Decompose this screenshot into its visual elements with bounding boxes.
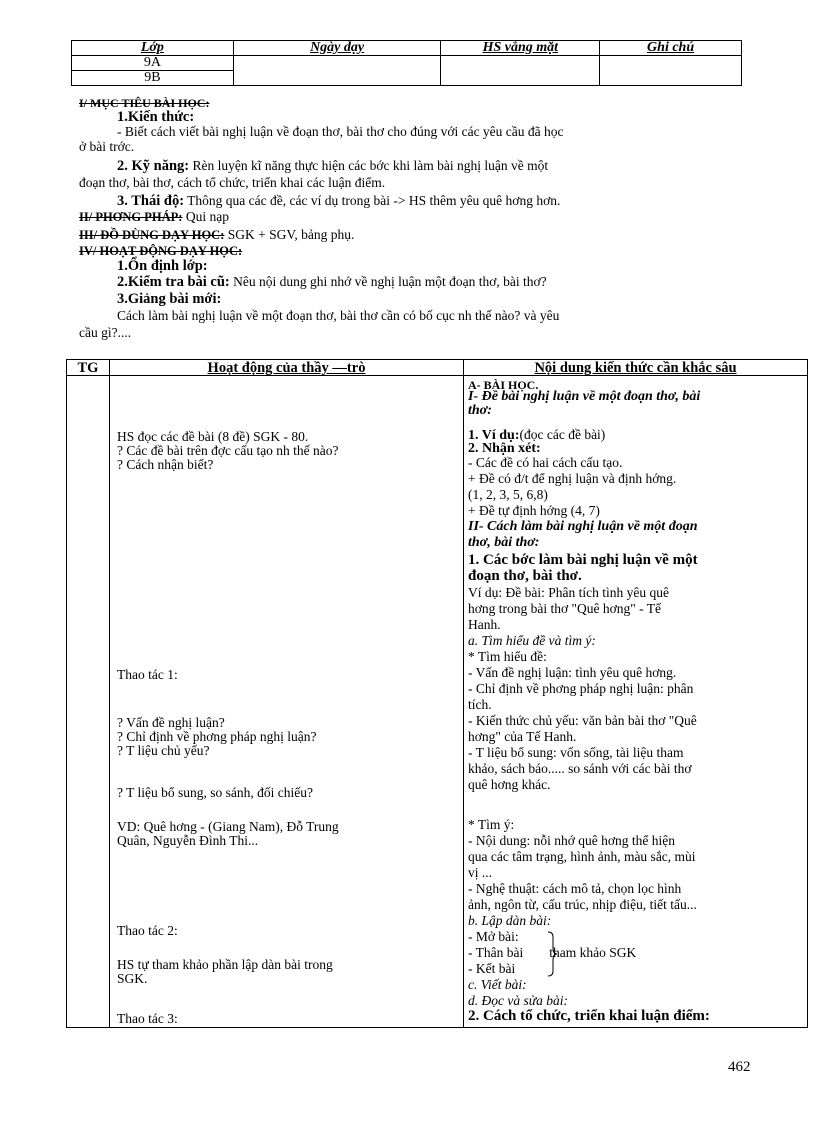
content-line: * Tìm ý: <box>468 817 515 832</box>
activity-line: ? T liệu bổ sung, so sánh, đối chiếu? <box>117 785 313 800</box>
content-line: Hanh. <box>468 617 501 632</box>
content-line: thơ: <box>468 403 492 418</box>
content-line: vị ... <box>468 865 493 880</box>
page-number: 462 <box>728 1059 751 1075</box>
lesson-table <box>66 359 808 1028</box>
content-line: - Mở bài: <box>468 929 519 944</box>
activity-line: ? Chỉ định về phơng pháp nghị luận? <box>117 729 317 744</box>
header-class: Lớp <box>72 41 234 56</box>
content-line: d. Đọc và sửa bài: <box>468 993 568 1008</box>
activity-line: ? Cách nhận biết? <box>117 457 214 472</box>
activity-line: SGK. <box>117 971 148 986</box>
content-line: II- Cách làm bài nghị luận về một đoạn <box>468 519 698 534</box>
header-date: Ngày dạy <box>233 41 441 56</box>
intro-text-cont: cầu gì?.... <box>79 325 132 340</box>
activity-line: Thao tác 3: <box>117 1011 178 1026</box>
content-line: 1. Các bớc làm bài nghị luận về một <box>468 552 698 568</box>
content-line: A- BÀI HỌC. <box>468 378 539 392</box>
content-line: + Đề tự định hớng (4, 7) <box>468 503 600 518</box>
class-cell: 9B <box>72 71 234 86</box>
content-line: - T liệu bổ sung: vốn sống, tài liệu tham <box>468 745 684 760</box>
content-line: * Tìm hiểu đề: <box>468 649 547 664</box>
content-line: 1. Ví dụ:(đọc các đề bài) <box>468 427 606 443</box>
header-absent: HS vắng mặt <box>441 41 600 56</box>
objectives-title: I/ MỤC TIÊU BÀI HỌC: <box>79 96 210 110</box>
header-content: Nội dung kiến thức cần khắc sâu <box>534 360 737 376</box>
content-line: - Kiến thức chủ yếu: văn bản bài thơ "Quê <box>468 713 697 728</box>
knowledge-text-cont: ở bài trớc. <box>79 139 135 154</box>
activity-line: ? T liệu chủ yếu? <box>117 743 210 758</box>
content-line: a. Tìm hiểu đề và tìm ý: <box>468 633 596 648</box>
content-line: c. Viết bài: <box>468 977 527 992</box>
attendance-header-row <box>72 41 742 56</box>
content-line: 2. Nhận xét: <box>468 441 541 456</box>
content-line: đoạn thơ, bài thơ. <box>468 568 582 584</box>
step-review: 2.Kiểm tra bài cũ: Nêu nội dung ghi nhớ về nghị luận một đoạn thơ, bài thơ? <box>117 274 547 290</box>
step-new-lesson: 3.Giảng bài mới: <box>117 291 222 307</box>
activity-line: HS tự tham khảo phần lập dàn bài trong <box>117 957 333 972</box>
header-time: TG <box>77 360 99 376</box>
attendance-row <box>72 56 742 71</box>
activity-line: Thao tác 1: <box>117 667 178 682</box>
activities-title: IV/ HOẠT ĐỘNG DẠY HỌC: <box>79 244 243 258</box>
absent-cell <box>441 56 600 86</box>
content-line: tích. <box>468 697 492 712</box>
content-line: + Đề có đ/t để nghị luận và định hớng. <box>468 471 677 486</box>
activity-line: ? Vấn đề nghị luận? <box>117 715 225 730</box>
date-cell <box>233 56 441 86</box>
intro-text: Cách làm bài nghị luận về một đoạn thơ, bài thơ cần có bố cục nh thế nào? và yêu <box>117 308 560 323</box>
method-line: II/ PHƠNG PHÁP: Qui nạp <box>79 209 229 224</box>
content-line: Ví dụ: Đề bài: Phân tích tình yêu quê <box>468 585 669 600</box>
content-line: hơng" của Tế Hanh. <box>468 729 577 744</box>
content-line: b. Lập dàn bài: <box>468 913 552 928</box>
content-line: qua các tâm trạng, hình ảnh, màu sắc, mùi <box>468 849 696 864</box>
content-line: I- Đề bài nghị luận về một đoạn thơ, bài <box>468 389 701 404</box>
content-line: ảnh, ngôn từ, cấu trúc, nhịp điệu, tiết tấu... <box>468 897 697 912</box>
skill-line: 2. Kỹ năng: Rèn luyện kĩ năng thực hiện các bớc khi làm bài nghị luận về một <box>117 158 549 174</box>
activity-line: Thao tác 2: <box>117 923 178 938</box>
step-stabilize: 1.Ổn định lớp: <box>117 258 208 274</box>
attitude-line: 3. Thái độ: Thông qua các đề, các ví dụ trong bài -> HS thêm yêu quê hơng hơn. <box>117 193 561 209</box>
class-cell: 9A <box>72 56 234 71</box>
brace-icon <box>546 931 558 977</box>
content-line: - Nội dung: nỗi nhớ quê hơng thể hiện <box>468 833 676 848</box>
materials-line: III/ ĐỒ DÙNG DẠY HỌC: SGK + SGV, bảng phụ. <box>79 227 355 242</box>
attendance-table <box>71 40 742 86</box>
activity-line: HS đọc các đề bài (8 đề) SGK - 80. <box>117 429 309 444</box>
header-activity: Hoạt động của thầy —trò <box>207 360 366 376</box>
content-line: - Thân bài tham khảo SGK <box>468 945 637 960</box>
column-time <box>67 360 110 1027</box>
activity-line: VD: Quê hơng - (Giang Nam), Đỗ Trung <box>117 819 339 834</box>
content-line: - Các đề có hai cách cấu tạo. <box>468 455 623 470</box>
activity-line: Quân, Nguyễn Đình Thi... <box>117 833 259 848</box>
content-line: - Vấn đề nghị luận: tình yêu quê hơng. <box>468 665 677 680</box>
skill-text-cont: đoạn thơ, bài thơ, cách tổ chức, triển khai các luận điểm. <box>79 175 386 190</box>
content-line: - Chỉ định về phơng pháp nghị luận: phân <box>468 681 694 696</box>
content-line: quê hơng khác. <box>468 777 551 792</box>
content-line: 2. Cách tổ chức, triển khai luận điểm: <box>468 1008 710 1024</box>
knowledge-text: - Biết cách viết bài nghị luận về đoạn thơ, bài thơ cho đúng với các yêu cầu đã học <box>117 124 564 139</box>
content-line: - Kết bài <box>468 961 516 976</box>
content-line: khảo, sách báo..... so sánh với các bài thơ <box>468 761 692 776</box>
notes-cell <box>600 56 742 86</box>
content-line: thơ, bài thơ: <box>468 535 540 550</box>
header-notes: Ghi chú <box>600 41 742 56</box>
content-line: - Nghệ thuật: cách mô tả, chọn lọc hình <box>468 881 682 896</box>
activity-line: ? Các đề bài trên đợc cấu tạo nh thế nào? <box>117 443 339 458</box>
content-line: hơng trong bài thơ "Quê hơng" - Tế <box>468 601 662 616</box>
knowledge-label: 1.Kiến thức: <box>117 109 195 125</box>
content-line: (1, 2, 3, 5, 6,8) <box>468 487 548 502</box>
